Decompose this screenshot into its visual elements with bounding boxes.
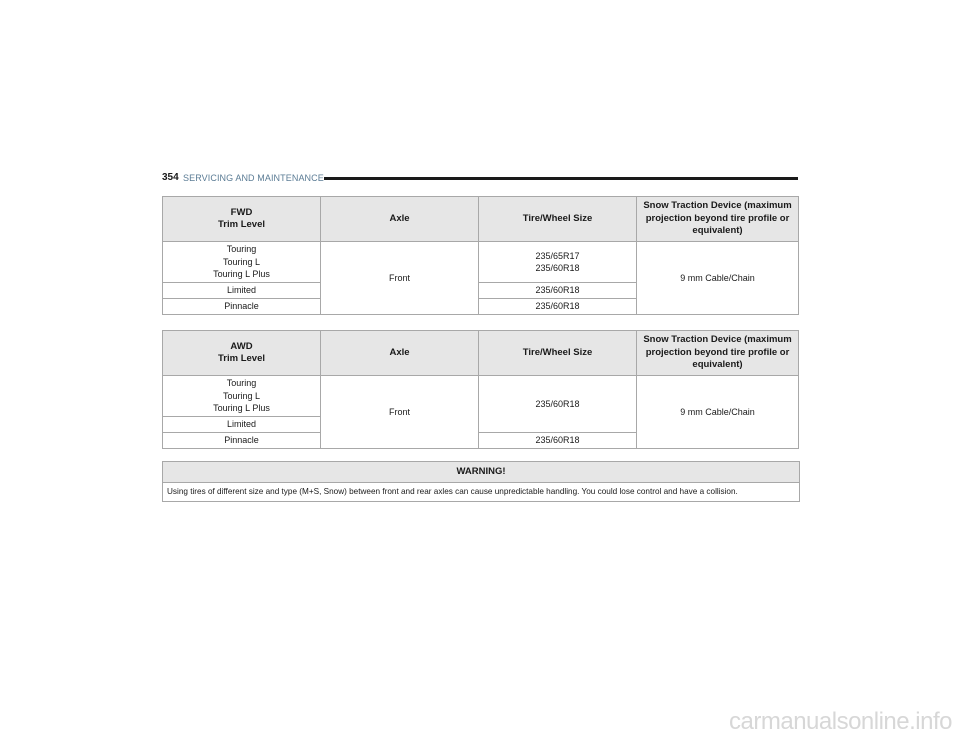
- trim-cell: Touring Touring L Touring L Plus: [163, 242, 321, 283]
- snow-device-cell: 9 mm Cable/Chain: [637, 242, 799, 315]
- warning-title: WARNING!: [163, 462, 799, 483]
- watermark-text: carmanualsonline.info: [729, 708, 952, 735]
- header-tire-wheel-size: Tire/Wheel Size: [479, 331, 637, 376]
- header-trim-level: FWD Trim Level: [163, 197, 321, 242]
- fwd-tire-table: [162, 196, 799, 315]
- header-snow-traction-device: Snow Traction Device (maximum projection beyond tire profile or equivalent): [637, 197, 799, 242]
- header-axle: Axle: [321, 331, 479, 376]
- axle-cell: Front: [321, 376, 479, 449]
- tire-cell: 235/60R18: [479, 433, 637, 449]
- header-snow-traction-device: Snow Traction Device (maximum projection beyond tire profile or equivalent): [637, 331, 799, 376]
- header-tire-wheel-size: Tire/Wheel Size: [479, 197, 637, 242]
- header-rule: [324, 177, 798, 180]
- table-header-row: [163, 331, 799, 376]
- tire-cell: 235/65R17 235/60R18: [479, 242, 637, 283]
- table-row: [163, 242, 799, 283]
- trim-cell: Pinnacle: [163, 433, 321, 449]
- page-header: [162, 172, 798, 186]
- warning-box: [162, 461, 800, 502]
- header-axle: Axle: [321, 197, 479, 242]
- warning-text: Using tires of different size and type (M+S, Snow) between front and rear axles can cause unpredictable handling. You could lose control and have a collision.: [167, 487, 738, 496]
- axle-cell: Front: [321, 242, 479, 315]
- page-number: 354: [162, 172, 179, 183]
- tire-cell: 235/60R18: [479, 376, 637, 433]
- tire-cell: 235/60R18: [479, 299, 637, 315]
- snow-device-cell: 9 mm Cable/Chain: [637, 376, 799, 449]
- trim-cell: Limited: [163, 417, 321, 433]
- header-trim-level: AWD Trim Level: [163, 331, 321, 376]
- trim-cell: Limited: [163, 283, 321, 299]
- table-header-row: [163, 197, 799, 242]
- tire-cell: 235/60R18: [479, 283, 637, 299]
- trim-cell: Pinnacle: [163, 299, 321, 315]
- table-row: [163, 376, 799, 417]
- awd-tire-table: [162, 330, 799, 449]
- trim-cell: Touring Touring L Touring L Plus: [163, 376, 321, 417]
- section-title: SERVICING AND MAINTENANCE: [183, 173, 324, 183]
